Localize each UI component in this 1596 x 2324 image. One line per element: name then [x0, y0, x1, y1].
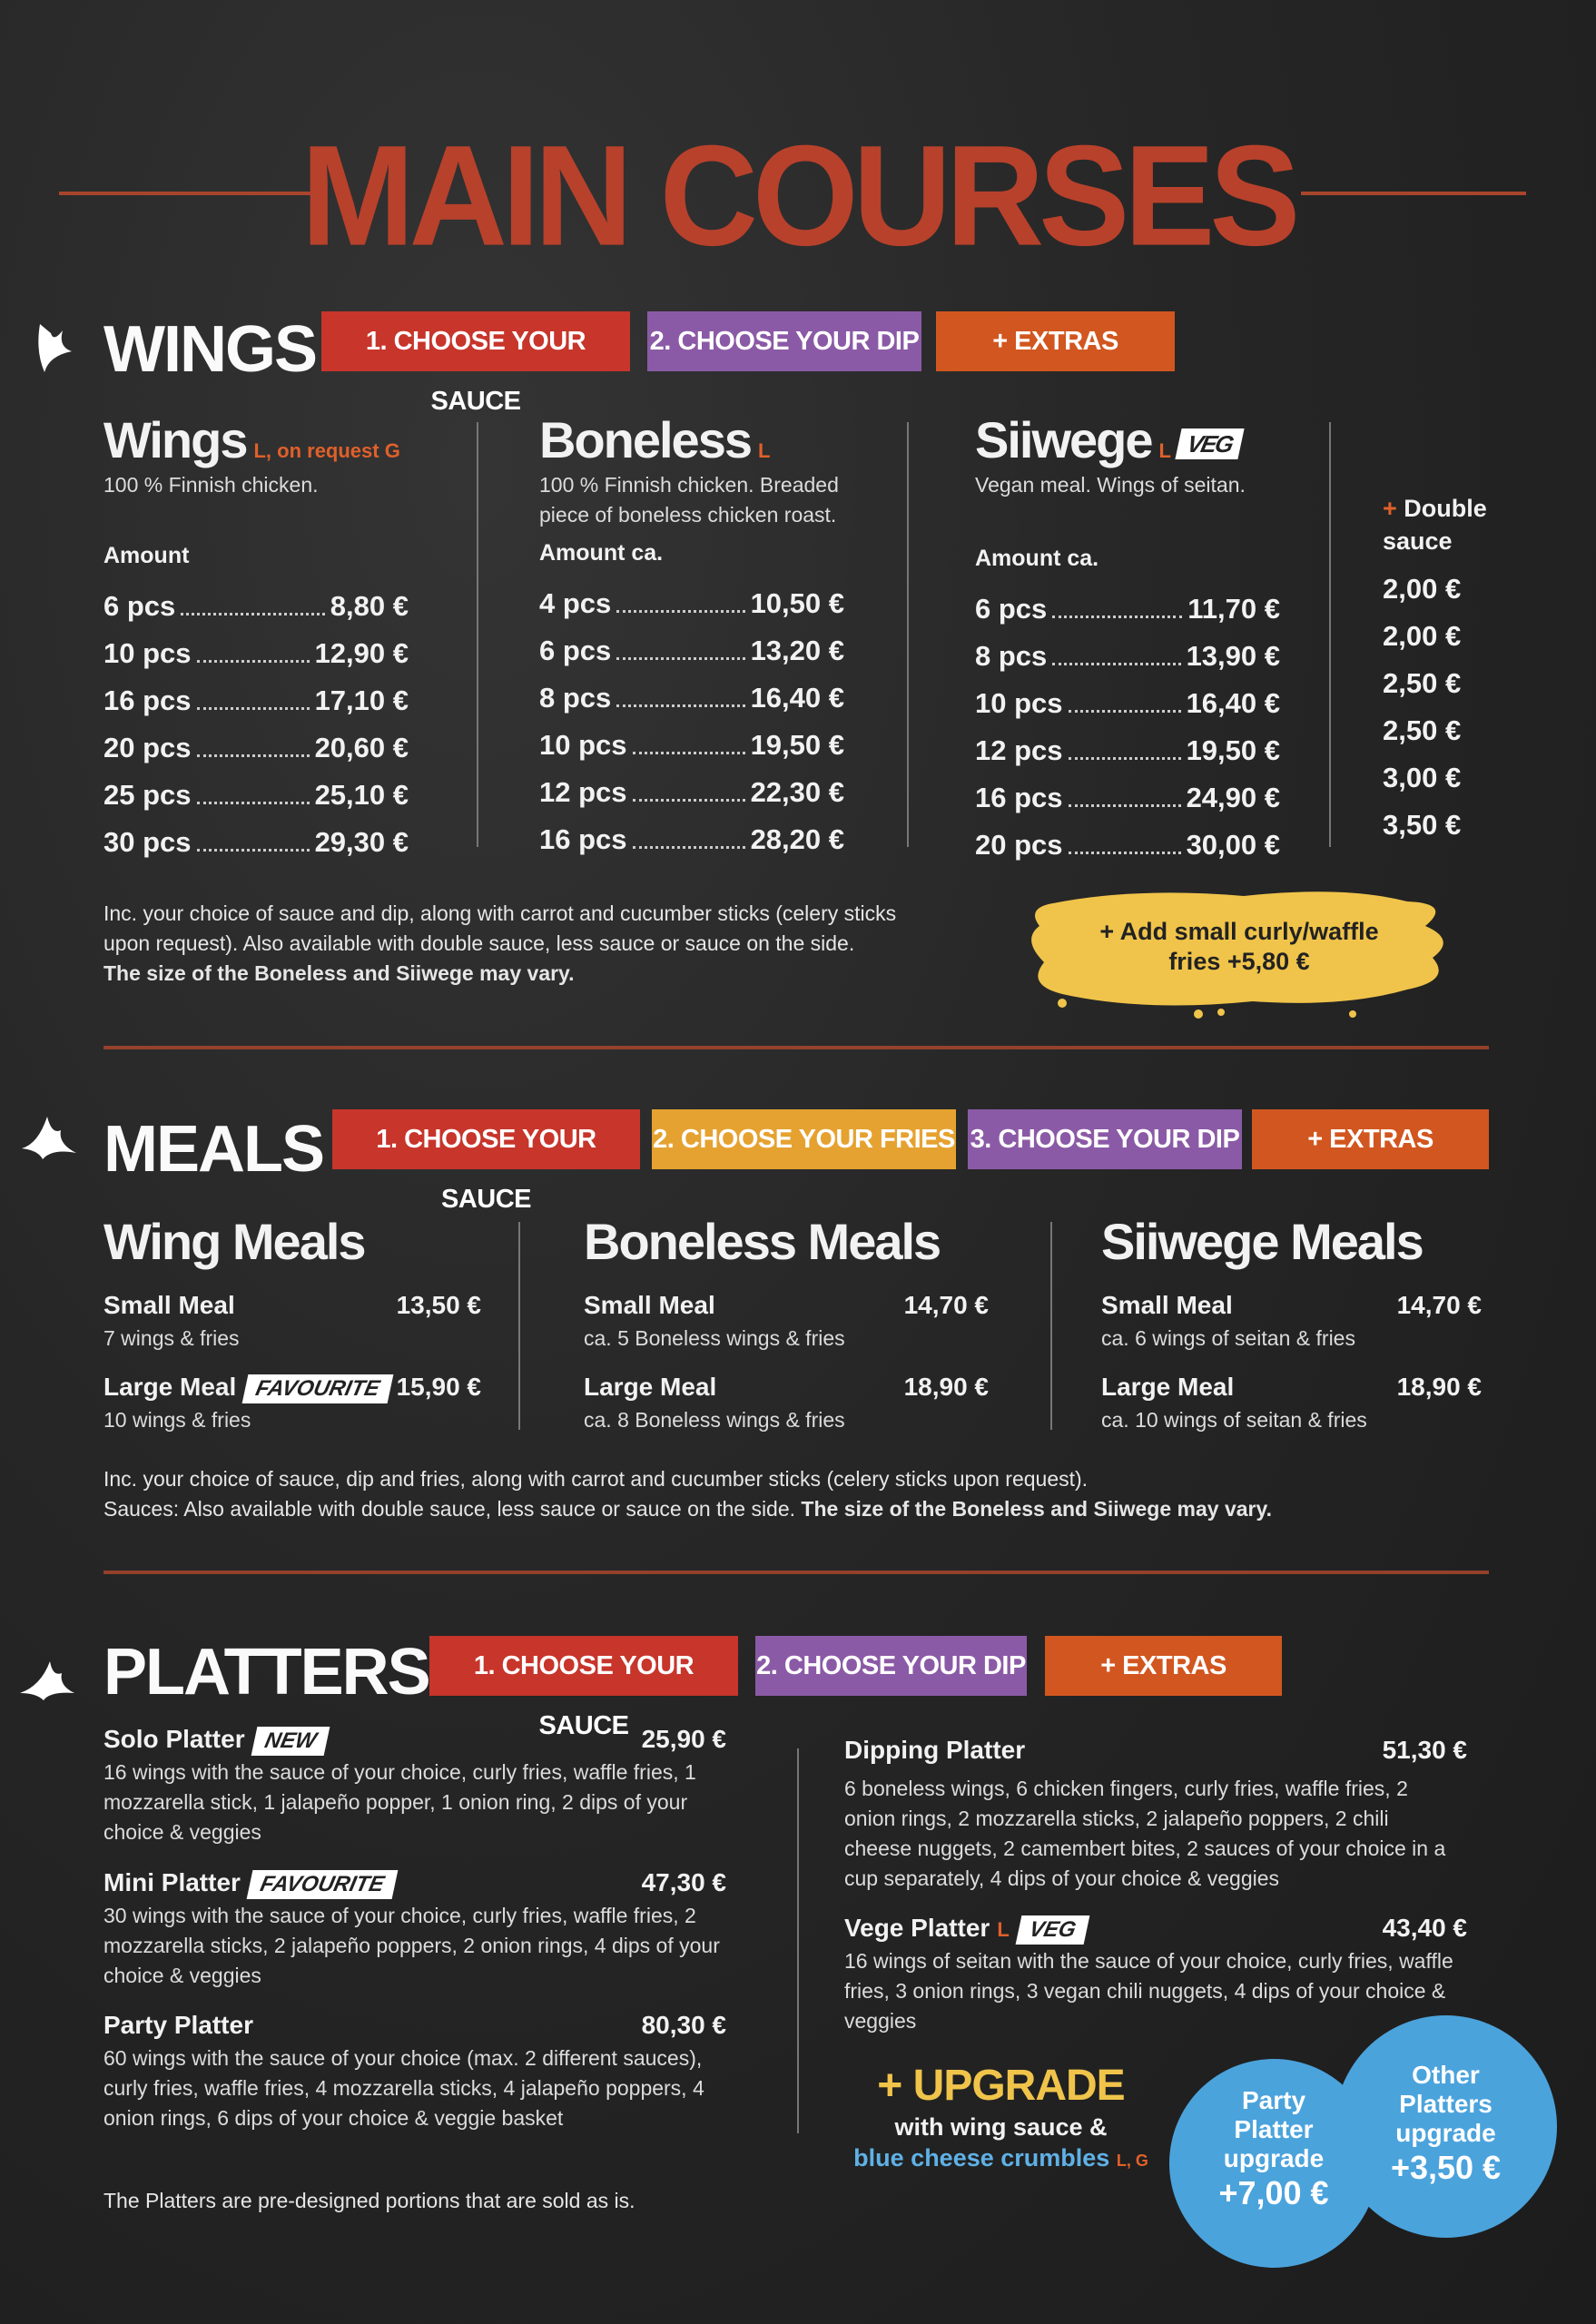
platter-description: 6 boneless wings, 6 chicken fingers, curly fries, waffle fries, 2 onion rings, 2 mozzarella sticks, 2 jalapeño poppers, 2 chili cheese nuggets, 2 camembert bites, 2 sauces of your choice in a cup separately, 4 dips of your choice & veggies — [844, 1777, 1446, 1890]
price-row — [103, 779, 409, 812]
section-divider — [103, 1571, 1489, 1574]
amount-label: Amount — [103, 543, 190, 568]
price-row — [103, 637, 409, 670]
meal-name: Large Meal — [103, 1373, 237, 1401]
item-name: Boneless — [539, 411, 751, 468]
platter-name-row — [103, 1868, 394, 1899]
allergen-tag: L, on request G — [253, 439, 400, 462]
column-divider — [907, 422, 909, 847]
favourite-badge: FAVOURITE — [242, 1374, 393, 1403]
meal-description: ca. 8 Boneless wings & fries — [584, 1408, 845, 1432]
extras-button[interactable]: + EXTRAS — [1252, 1109, 1489, 1169]
veg-badge: VEG — [1175, 428, 1244, 459]
item-title — [539, 413, 770, 478]
meal-description: ca. 10 wings of seitan & fries — [1101, 1408, 1367, 1432]
row-price: 16,40 € — [750, 682, 844, 714]
platter-description: 60 wings with the sauce of your choice (max. 2 different sauces), curly fries, waffle fries, 4 mozzarella sticks, 4 jalapeño poppers, 4 onion rings, 6 dips of your choice & veggie basket — [103, 2046, 704, 2130]
dot-leader — [197, 754, 310, 757]
section-heading-meals: MEALS — [103, 1113, 323, 1186]
column-divider — [1050, 1222, 1052, 1430]
favourite-badge: FAVOURITE — [247, 1870, 398, 1899]
column-divider — [518, 1222, 520, 1430]
item-title — [103, 413, 400, 478]
row-amount: 6 pcs — [975, 593, 1048, 625]
row-price: 13,90 € — [1186, 640, 1280, 672]
new-badge: NEW — [251, 1727, 330, 1756]
column-divider — [797, 1748, 799, 2133]
other-platters-upgrade-splash: Other Platters upgrade +3,50 € — [1335, 2015, 1557, 2238]
row-price: 28,20 € — [750, 823, 844, 855]
platter-name-row — [103, 1725, 327, 1756]
double-sauce-price: 2,50 € — [1383, 714, 1462, 746]
row-price: 22,30 € — [750, 776, 844, 808]
row-amount: 12 pcs — [539, 776, 627, 808]
row-amount: 30 pcs — [103, 826, 192, 858]
platter-description: 30 wings with the sauce of your choice, curly fries, waffle fries, 2 mozzarella sticks, 2 jalapeño poppers, 2 onion rings, 4 dips of your choice & veggies — [103, 1904, 720, 1987]
platter-name: Party Platter — [103, 2011, 253, 2039]
price-row — [975, 687, 1280, 720]
row-amount: 10 pcs — [539, 729, 627, 761]
dot-leader — [633, 799, 745, 802]
row-amount: 8 pcs — [975, 640, 1048, 672]
choose-dip-button[interactable]: 3. CHOOSE YOUR DIP — [968, 1109, 1242, 1169]
row-amount: 10 pcs — [975, 687, 1063, 719]
dot-leader — [1052, 663, 1180, 665]
dot-leader — [197, 802, 310, 804]
price-row — [103, 732, 409, 764]
upgrade-title: + UPGRADE — [877, 2062, 1125, 2110]
row-amount: 12 pcs — [975, 734, 1063, 766]
item-description: Vegan meal. Wings of seitan. — [975, 473, 1246, 497]
row-amount: 16 pcs — [539, 823, 627, 855]
dot-leader — [197, 849, 310, 852]
price-row — [975, 593, 1280, 625]
price-row — [539, 587, 844, 620]
dot-leader — [197, 707, 310, 710]
wing-icon — [31, 320, 76, 374]
meal-price: 14,70 € — [903, 1291, 989, 1319]
meals-footer: Inc. your choice of sauce, dip and fries, along with carrot and cucumber sticks (celery sticks upon request). Sauces: Also available with double sauce, less sauce or sauce on the side. The size of the Boneless and Siiwege may vary. — [103, 1467, 1272, 1521]
platter-name: Solo Platter — [103, 1725, 245, 1753]
price-row — [539, 823, 844, 856]
platter-description: 16 wings of seitan with the sauce of your choice, curly fries, waffle fries, 3 onion rings, 3 vegan chili nuggets, 4 dips of your choice & veggies — [844, 1949, 1453, 2033]
price-row — [539, 682, 844, 714]
section-divider — [103, 1046, 1489, 1049]
meal-title: Siiwege Meals — [1101, 1213, 1423, 1270]
allergen-tag: L — [1158, 439, 1171, 462]
price-row — [975, 734, 1280, 767]
row-price: 29,30 € — [314, 826, 409, 858]
meal-name: Small Meal — [584, 1291, 715, 1319]
meal-description: ca. 5 Boneless wings & fries — [584, 1326, 845, 1350]
wing-icon — [18, 1657, 77, 1702]
row-price: 17,10 € — [314, 684, 409, 716]
page-title: MAIN COURSES — [300, 114, 1296, 276]
item-description: 100 % Finnish chicken. — [103, 473, 319, 497]
meal-name: Small Meal — [103, 1291, 235, 1319]
amount-label: Amount ca. — [975, 546, 1099, 571]
item-name: Siiwege — [975, 411, 1152, 468]
allergen-tag: L — [997, 1918, 1010, 1941]
dot-leader — [616, 610, 744, 613]
double-sauce-price: 3,00 € — [1383, 762, 1462, 793]
row-price: 19,50 € — [1186, 734, 1280, 766]
amount-label: Amount ca. — [539, 540, 664, 566]
row-amount: 6 pcs — [103, 590, 176, 622]
double-sauce-price: 2,00 € — [1383, 620, 1462, 652]
row-price: 13,20 € — [750, 635, 844, 666]
platter-price: 43,40 € — [1382, 1914, 1467, 1942]
dot-leader — [1069, 804, 1181, 807]
price-row — [975, 640, 1280, 673]
platter-price: 25,90 € — [641, 1725, 726, 1753]
platter-price: 80,30 € — [641, 2011, 726, 2039]
meal-name: Large Meal — [1101, 1373, 1235, 1401]
row-price: 25,10 € — [314, 779, 409, 811]
choose-dip-button[interactable]: 2. CHOOSE YOUR DIP — [755, 1636, 1027, 1696]
price-row — [539, 776, 844, 809]
platter-name-row — [103, 2011, 253, 2040]
meal-price: 18,90 € — [1396, 1373, 1482, 1401]
veg-badge: VEG — [1015, 1915, 1089, 1945]
price-row — [975, 829, 1280, 862]
meal-title: Boneless Meals — [584, 1213, 941, 1270]
platter-price: 51,30 € — [1382, 1736, 1467, 1764]
choose-fries-button[interactable]: 2. CHOOSE YOUR FRIES — [652, 1109, 956, 1169]
meal-price: 15,90 € — [396, 1373, 481, 1401]
choose-sauce-button[interactable]: 1. CHOOSE YOUR SAUCE — [321, 311, 630, 371]
meal-label — [103, 1291, 235, 1320]
meal-description: 7 wings & fries — [103, 1326, 240, 1350]
price-row — [103, 826, 409, 859]
row-amount: 16 pcs — [103, 684, 192, 716]
row-amount: 10 pcs — [103, 637, 192, 669]
meal-title: Wing Meals — [103, 1213, 365, 1270]
platter-name-row — [844, 1914, 1086, 1945]
platter-name: Mini Platter — [103, 1868, 241, 1896]
row-amount: 16 pcs — [975, 782, 1063, 813]
dot-leader — [616, 657, 744, 660]
row-amount: 20 pcs — [975, 829, 1063, 861]
row-amount: 6 pcs — [539, 635, 612, 666]
dot-leader — [1069, 757, 1181, 760]
row-price: 30,00 € — [1186, 829, 1280, 861]
price-row — [539, 729, 844, 762]
meal-name: Small Meal — [1101, 1291, 1233, 1319]
meal-label — [1101, 1291, 1233, 1320]
row-amount: 20 pcs — [103, 732, 192, 763]
column-divider — [477, 422, 478, 847]
meal-description: ca. 6 wings of seitan & fries — [1101, 1326, 1355, 1350]
meal-name: Large Meal — [584, 1373, 717, 1401]
column-divider — [1329, 422, 1331, 847]
row-amount: 4 pcs — [539, 587, 612, 619]
row-price: 8,80 € — [330, 590, 409, 622]
extras-button[interactable]: + EXTRAS — [936, 311, 1175, 371]
row-price: 19,50 € — [750, 729, 844, 761]
row-price: 11,70 € — [1187, 593, 1280, 625]
double-sauce-price: 2,00 € — [1383, 573, 1462, 605]
row-price: 16,40 € — [1186, 687, 1280, 719]
dot-leader — [197, 660, 310, 663]
wing-icon — [20, 1112, 79, 1162]
platter-price: 47,30 € — [641, 1868, 726, 1896]
meal-label — [1101, 1373, 1234, 1402]
choose-sauce-button[interactable]: 1. CHOOSE YOUR SAUCE — [332, 1109, 640, 1169]
meal-description: 10 wings & fries — [103, 1408, 251, 1432]
platter-name-row — [844, 1736, 1025, 1765]
meal-price: 18,90 € — [903, 1373, 989, 1401]
meal-label — [103, 1373, 390, 1403]
dot-leader — [1052, 615, 1182, 618]
dot-leader — [633, 846, 745, 849]
section-heading-wings: WINGS — [103, 313, 316, 386]
meal-label — [584, 1291, 715, 1320]
row-amount: 8 pcs — [539, 682, 612, 714]
upgrade-offer: + UPGRADE with wing sauce & blue cheese crumbles L, G — [817, 2061, 1185, 2176]
double-sauce-label: + Double sauce — [1383, 495, 1487, 555]
dot-leader — [616, 704, 744, 707]
price-row — [975, 782, 1280, 814]
price-row — [103, 590, 409, 623]
row-amount: 25 pcs — [103, 779, 192, 811]
allergen-tag: L — [758, 439, 771, 462]
fries-offer-text: + Add small curly/waffle fries +5,80 € — [1099, 918, 1379, 975]
meal-price: 13,50 € — [396, 1291, 481, 1319]
dot-leader — [633, 752, 745, 754]
section-heading-platters: PLATTERS — [103, 1636, 429, 1709]
double-sauce-price: 2,50 € — [1383, 667, 1462, 699]
row-price: 20,60 € — [314, 732, 409, 763]
choose-dip-button[interactable]: 2. CHOOSE YOUR DIP — [647, 311, 921, 371]
dot-leader — [1069, 710, 1181, 713]
item-name: Wings — [103, 411, 247, 468]
wings-footer: Inc. your choice of sauce and dip, along with carrot and cucumber sticks (celery sticks upon request). Also available with double sauce, less sauce or sauce on the side. The size of the Boneless and Siiwege may vary. — [103, 901, 897, 985]
row-price: 12,90 € — [314, 637, 409, 669]
extras-button[interactable]: + EXTRAS — [1045, 1636, 1282, 1696]
price-row — [539, 635, 844, 667]
platter-description: 16 wings with the sauce of your choice, curly fries, waffle fries, 1 mozzarella stick, 1 jalapeño popper, 1 onion ring, 2 dips of your choice & veggies — [103, 1760, 696, 1844]
item-title — [975, 413, 1241, 478]
plus-sign: + — [1383, 495, 1397, 522]
row-price: 10,50 € — [750, 587, 844, 619]
party-platter-upgrade-splash: Party Platter upgrade +7,00 € — [1169, 2059, 1378, 2268]
row-price: 24,90 € — [1186, 782, 1280, 813]
platter-name: Vege Platter — [844, 1914, 990, 1942]
item-description: 100 % Finnish chicken. Breaded piece of boneless chicken roast. — [539, 473, 839, 527]
choose-sauce-button[interactable]: 1. CHOOSE YOUR SAUCE — [429, 1636, 738, 1696]
dot-leader — [181, 613, 325, 615]
price-row — [103, 684, 409, 717]
double-sauce-price: 3,50 € — [1383, 809, 1462, 841]
meal-label — [584, 1373, 716, 1402]
platters-note: The Platters are pre-designed portions that are sold as is. — [103, 2189, 635, 2212]
platter-name: Dipping Platter — [844, 1736, 1026, 1764]
meal-price: 14,70 € — [1396, 1291, 1482, 1319]
dot-leader — [1069, 852, 1181, 854]
